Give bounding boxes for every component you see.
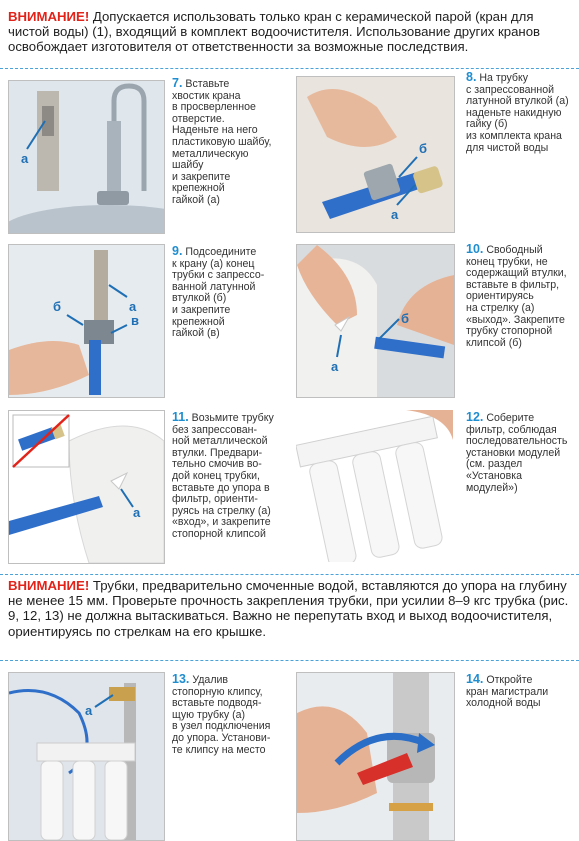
step-line: Возьмите трубку xyxy=(191,412,274,424)
step-line: крепежной xyxy=(172,182,225,195)
step-line: и закрепите xyxy=(172,170,231,183)
photo-step-12 xyxy=(296,410,453,562)
photo-step-9 xyxy=(8,244,165,398)
step-line: Свободный xyxy=(486,244,543,256)
photo-label: в xyxy=(131,313,139,328)
photo-label: а xyxy=(331,359,339,374)
step-number: 9. xyxy=(172,244,183,258)
photo-label: а xyxy=(133,505,141,520)
step-10 xyxy=(466,244,576,349)
step-14 xyxy=(466,674,576,710)
step-line: конец трубки, не xyxy=(466,255,548,268)
step-line: с запрессованной xyxy=(466,83,555,96)
step-13 xyxy=(172,674,284,756)
step-line: втулкой (б) xyxy=(172,292,227,305)
step-line: Вставьте xyxy=(185,78,230,90)
filter-assembly-image xyxy=(296,410,453,562)
step-line: гайку (б) xyxy=(466,118,508,131)
step-7 xyxy=(172,78,282,207)
warning-text: Трубки, предварительно смоченные водой, вставляются до упора на глубину не менее 15 мм. Проверьте прочность закрепления трубки, при усилии 8–9 кгс трубка (рис. 9, 12, 13) не должна вытаскиваться. Важно не перепутать вход и выход водоочистителя, ориентируясь по стрелкам на его крышке. xyxy=(8,578,569,639)
connection-image xyxy=(9,673,164,840)
step-number: 10. xyxy=(466,242,484,256)
step-line: к крану (а) конец xyxy=(172,257,255,270)
filter-inlet-image xyxy=(9,411,164,563)
step-line: Соберите xyxy=(486,412,535,424)
step-number: 8. xyxy=(466,70,477,84)
step-line: шайбу xyxy=(172,159,204,172)
step-line: ориентируясь xyxy=(466,290,534,303)
step-12 xyxy=(466,412,578,494)
step-11 xyxy=(172,412,284,541)
step-line: гайкой (а) xyxy=(172,193,220,206)
step-number: 14. xyxy=(466,672,484,686)
step-line: крепежной xyxy=(172,315,225,328)
step-line: без запрессован- xyxy=(172,423,258,436)
step-line: ной металлической xyxy=(172,435,268,448)
tap-connect-image xyxy=(9,245,164,397)
step-line: для чистой воды xyxy=(466,141,549,154)
photo-label: а xyxy=(21,151,29,166)
photo-step-8 xyxy=(296,76,455,233)
tube-nut-image xyxy=(297,77,454,232)
photo-label: б xyxy=(419,141,428,156)
step-8 xyxy=(466,72,576,154)
step-line: и закрепите xyxy=(172,303,231,316)
step-line: ванной латунной xyxy=(172,280,256,293)
step-line: холодной воды xyxy=(466,697,541,710)
step-line: (см. раздел xyxy=(466,458,523,471)
photo-step-13 xyxy=(8,672,165,841)
warning-top xyxy=(8,9,572,55)
photo-label: б xyxy=(401,311,410,326)
step-line: те клипсу на место xyxy=(172,743,266,756)
step-line: Наденьте на него xyxy=(172,124,258,137)
step-line: На трубку xyxy=(479,72,529,84)
step-line: установки модулей xyxy=(466,446,561,459)
step-number: 7. xyxy=(172,76,183,90)
divider xyxy=(0,574,579,575)
step-line: на стрелку (а) xyxy=(466,301,535,314)
step-line: последовательность xyxy=(466,435,568,448)
photo-label: а xyxy=(129,299,137,314)
divider xyxy=(0,68,579,69)
step-line: фильтр, ориенти- xyxy=(172,493,258,506)
step-number: 12. xyxy=(466,410,484,424)
step-line: в узел подключения xyxy=(172,720,271,733)
step-line: «вход», и закрепите xyxy=(172,516,271,529)
step-line: металлическую xyxy=(172,147,249,160)
step-line: вставьте до упора в xyxy=(172,481,270,494)
warning-bottom xyxy=(8,578,572,639)
step-line: гайкой (в) xyxy=(172,327,220,340)
photo-step-7 xyxy=(8,80,165,234)
step-line: модулей») xyxy=(466,481,518,494)
step-line: вставьте подводя- xyxy=(172,697,262,710)
step-line: руясь на стрелку (а) xyxy=(172,504,271,517)
step-line: в просверленное xyxy=(172,101,256,114)
step-number: 11. xyxy=(172,410,189,424)
step-line: из комплекта крана xyxy=(466,129,562,142)
step-line: щую трубку (а) xyxy=(172,708,246,721)
step-line: Откройте xyxy=(486,674,533,686)
step-line: хвостик крана xyxy=(172,89,241,102)
valve-image xyxy=(297,673,454,840)
step-line: дой конец трубки, xyxy=(172,469,260,482)
photo-label: а xyxy=(85,703,93,718)
step-line: клипсой (б) xyxy=(466,336,522,349)
step-line: «выход». Закрепите xyxy=(466,313,565,326)
photo-step-10 xyxy=(296,244,455,398)
photo-step-11 xyxy=(8,410,165,564)
step-line: стопорную клипсу, xyxy=(172,685,263,698)
warning-label: ВНИМАНИЕ! xyxy=(8,578,90,593)
photo-label: а xyxy=(391,207,399,222)
photo-label: б xyxy=(53,299,62,314)
step-line: трубки с запрессо- xyxy=(172,269,265,282)
step-line: до упора. Установи- xyxy=(172,731,271,744)
step-line: кран магистрали xyxy=(466,685,549,698)
step-line: Подсоедините xyxy=(185,246,257,258)
step-line: «Установка xyxy=(466,469,522,482)
step-line: содержащий втулки, xyxy=(466,267,567,280)
step-line: трубку стопорной xyxy=(466,325,553,338)
step-number: 13. xyxy=(172,672,190,686)
filter-outlet-image xyxy=(297,245,454,397)
step-line: стопорной клипсой xyxy=(172,527,266,540)
step-9 xyxy=(172,246,282,340)
step-line: пластиковую шайбу, xyxy=(172,135,272,148)
step-line: втулки. Предвари- xyxy=(172,446,263,459)
step-line: фильтр, соблюдая xyxy=(466,423,557,436)
step-line: наденьте накидную xyxy=(466,106,562,119)
warning-label: ВНИМАНИЕ! xyxy=(8,9,90,24)
photo-step-14 xyxy=(296,672,455,841)
faucet-image xyxy=(9,81,164,233)
warning-text: Допускается использовать только кран с керамической парой (кран для чистой воды) (1), входящий в комплект водоочистителя. Использование других кранов освобождает изготовителя от ответственности за возможные последствия. xyxy=(8,9,541,55)
step-line: отверстие. xyxy=(172,112,225,125)
step-line: тельно смочив во- xyxy=(172,458,262,471)
divider xyxy=(0,660,579,661)
step-line: Удалив xyxy=(192,674,229,686)
step-line: вставьте в фильтр, xyxy=(466,278,560,291)
step-line: латунной втулкой (а) xyxy=(466,95,569,108)
